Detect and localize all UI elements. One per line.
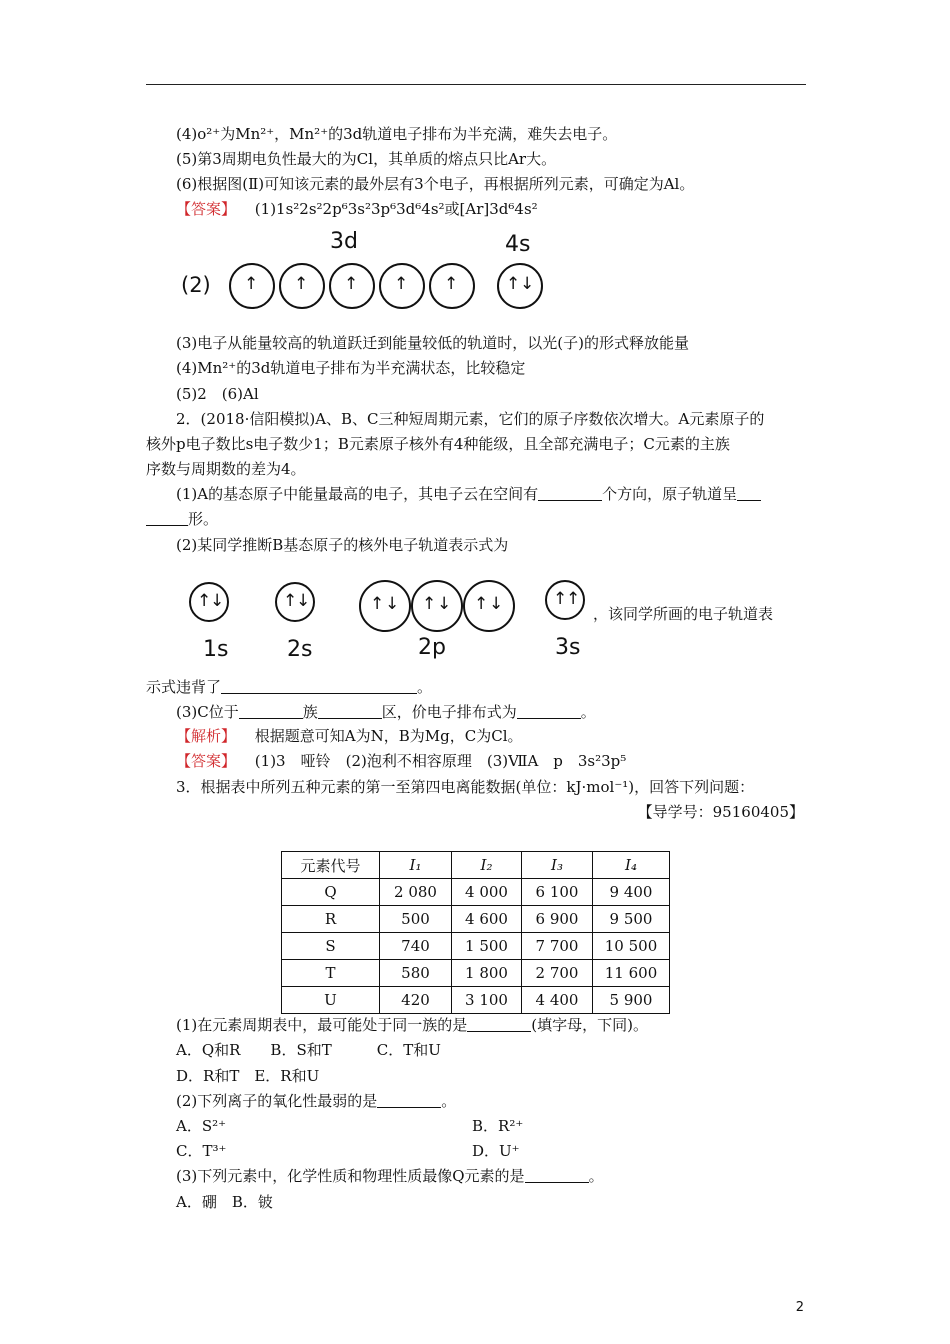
spin-down-icon: ↓ [437, 594, 452, 614]
q3-s2-option-b: B．R²⁺ [472, 1117, 524, 1135]
table-cell: 3 100 [452, 987, 522, 1014]
spin-up-icon: ↑ [294, 274, 309, 294]
table-cell: 9 400 [593, 879, 670, 906]
q2-p1-text-c: 形。 [188, 510, 219, 528]
table-row [282, 960, 670, 987]
orbital-3d-2 [279, 263, 325, 309]
table-cell: 580 [380, 960, 452, 987]
q2-p1-text: (1)A的基态原子中能量最高的电子，其电子云在空间有 [176, 485, 539, 503]
q3-s1-text-b: (填字母，下同)。 [531, 1016, 648, 1034]
q3-s3-options: A．硼 B．铍 [176, 1193, 273, 1211]
orbital-2p-1 [359, 580, 411, 632]
q2-p2-cont-end: 。 [417, 678, 433, 696]
q2-part-2: (2)某同学推断B基态原子的核外电子轨道表示式为 [176, 536, 509, 554]
answer-blank[interactable] [377, 1093, 441, 1108]
answer-1-config: (1)1s²2s²2p⁶3s²3p⁶3d⁶4s²或[Ar]3d⁶4s² [254, 200, 538, 218]
spin-up-icon: ↑ [370, 594, 385, 614]
q2-part-1 [176, 484, 761, 504]
spin-down-icon: ↓ [210, 591, 225, 611]
q3-stem: 3．根据表中所列五种元素的第一至第四电离能数据(单位：kJ·mol⁻¹)，回答下列问题： [176, 778, 755, 796]
spin-down-icon: ↓ [520, 274, 535, 294]
analysis-line-6: (6)根据图(Ⅱ)可知该元素的最外层有3个电子，再根据所列元素，可确定为Al。 [176, 175, 695, 193]
table-header: I₁ [380, 852, 452, 879]
answer-blank[interactable] [146, 511, 188, 526]
spin-up-icon: ↑ [197, 591, 212, 611]
orbital-2s [275, 582, 315, 622]
table-cell: 2 080 [380, 879, 452, 906]
q3-s3-text: (3)下列元素中，化学性质和物理性质最像Q元素的是 [176, 1167, 525, 1185]
label-3d: 3d [330, 229, 358, 254]
answer-tag: 【答案】 [176, 752, 237, 770]
q2-p2-cont-text: 示式违背了 [146, 678, 222, 696]
table-cell: 4 600 [452, 906, 522, 933]
table-cell: 1 500 [452, 933, 522, 960]
table-cell: 10 500 [593, 933, 670, 960]
table-cell: 5 900 [593, 987, 670, 1014]
spin-up-icon: ↑ [474, 594, 489, 614]
table-cell: 6 900 [522, 906, 593, 933]
answer-3-line: (3)电子从能量较高的轨道跃迁到能量较低的轨道时，以光(子)的形式释放能量 [176, 334, 689, 352]
table-header-row [282, 852, 670, 879]
q2-analysis-text: 根据题意可知A为N，B为Mg，C为Cl。 [254, 727, 523, 745]
spin-up-icon: ↑ [344, 274, 359, 294]
label-3s: 3s [555, 635, 581, 660]
answer-1-line [176, 199, 538, 219]
answer-tag: 【答案】 [176, 200, 237, 218]
table-row [282, 987, 670, 1014]
q3-s2-option-d: D．U⁺ [472, 1142, 520, 1160]
answer-blank[interactable] [239, 704, 303, 719]
q3-s3-text-b: 。 [588, 1167, 604, 1185]
table-row [282, 879, 670, 906]
table-header: I₂ [452, 852, 522, 879]
orbital-1s [189, 582, 229, 622]
answer-blank[interactable] [737, 486, 761, 501]
analysis-line-5: (5)第3周期电负性最大的为Cl，其单质的熔点只比Ar大。 [176, 150, 557, 168]
ionization-energy-table [281, 851, 670, 1014]
table-cell: Q [282, 879, 380, 906]
orbital-3d-5 [429, 263, 475, 309]
q3-s2-text-b: 。 [441, 1092, 457, 1110]
table-cell: S [282, 933, 380, 960]
header-rule [146, 84, 806, 85]
q2-part-2-after: ，该同学所画的电子轨道表 [593, 605, 774, 623]
table-cell: 6 100 [522, 879, 593, 906]
q3-sub-1 [176, 1015, 648, 1035]
table-cell: 500 [380, 906, 452, 933]
table-cell: 1 800 [452, 960, 522, 987]
orbital-3s [545, 580, 585, 620]
q3-sub-3 [176, 1166, 604, 1186]
q2-stem-2: 核外p电子数比s电子数少1；B元素原子核外有4种能级，且全部充满电子；C元素的主族 [146, 435, 730, 453]
q3-s2-option-a: A．S²⁺ [176, 1117, 227, 1135]
q2-p3-text-a: (3)C位于 [176, 703, 239, 721]
label-2p: 2p [418, 635, 446, 660]
analysis-line-4: (4)o²⁺为Mn²⁺，Mn²⁺的3d轨道电子排布为半充满，难失去电子。 [176, 125, 618, 143]
spin-up-icon: ↑ [244, 274, 259, 294]
table-row [282, 933, 670, 960]
answer-blank[interactable] [318, 704, 382, 719]
answer-blank[interactable] [517, 704, 581, 719]
guide-number: 【导学号：95160405】 [637, 803, 804, 821]
orbital-2p-3 [463, 580, 515, 632]
table-cell: 9 500 [593, 906, 670, 933]
q2-answer [176, 751, 626, 771]
table-cell: 11 600 [593, 960, 670, 987]
table-row [282, 906, 670, 933]
q3-s1-options-2: D．R和T E．R和U [176, 1067, 320, 1085]
q2-analysis [176, 726, 523, 746]
table-cell: 420 [380, 987, 452, 1014]
spin-up-icon: ↑ [444, 274, 459, 294]
table-cell: 4 000 [452, 879, 522, 906]
spin-down-icon: ↓ [489, 594, 504, 614]
orbital-4s [497, 263, 543, 309]
q2-p3-text-d: 。 [580, 703, 596, 721]
orbital-3d-3 [329, 263, 375, 309]
q3-sub-2 [176, 1091, 456, 1111]
spin-down-icon: ↓ [385, 594, 400, 614]
table-cell: 7 700 [522, 933, 593, 960]
answer-blank[interactable] [525, 1168, 589, 1183]
orbital-3d-4 [379, 263, 425, 309]
answer-2-label: (2) [181, 273, 211, 297]
spin-up-icon: ↑ [506, 274, 521, 294]
label-4s: 4s [505, 232, 531, 257]
answer-4-line: (4)Mn²⁺的3d轨道电子排布为半充满状态，比较稳定 [176, 359, 526, 377]
spin-up-icon: ↑ [566, 589, 581, 609]
table-cell: 4 400 [522, 987, 593, 1014]
orbital-3d-1 [229, 263, 275, 309]
answer-blank[interactable] [467, 1017, 531, 1032]
orbital-2p-2 [411, 580, 463, 632]
table-cell: U [282, 987, 380, 1014]
q2-p3-text-c: 区，价电子排布式为 [381, 703, 517, 721]
q3-s1-text: (1)在元素周期表中，最可能处于同一族的是 [176, 1016, 468, 1034]
answer-blank[interactable] [538, 486, 602, 501]
table-cell: T [282, 960, 380, 987]
label-2s: 2s [287, 637, 313, 662]
spin-up-icon: ↑ [394, 274, 409, 294]
q2-part-2-cont [146, 677, 432, 697]
q2-p1-text-b: 个方向，原子轨道呈 [602, 485, 738, 503]
q3-s2-text: (2)下列离子的氧化性最弱的是 [176, 1092, 378, 1110]
analysis-tag: 【解析】 [176, 727, 237, 745]
page-number: 2 [795, 1300, 804, 1315]
answer-5-line: (5)2 (6)Al [176, 385, 259, 403]
spin-up-icon: ↑ [553, 589, 568, 609]
table-cell: R [282, 906, 380, 933]
q2-part-3 [176, 702, 596, 722]
spin-down-icon: ↓ [296, 591, 311, 611]
q2-part-1-cont [146, 509, 218, 529]
spin-up-icon: ↑ [283, 591, 298, 611]
q2-stem-3: 序数与周期数的差为4。 [146, 460, 306, 478]
q2-p3-text-b: 族 [302, 703, 318, 721]
label-1s: 1s [203, 637, 229, 662]
q2-stem-1: 2．(2018·信阳模拟)A、B、C三种短周期元素，它们的原子序数依次增大。A元素原子的 [176, 410, 765, 428]
q3-s1-options-1: A．Q和R B．S和T C．T和U [176, 1041, 441, 1059]
spin-up-icon: ↑ [422, 594, 437, 614]
q2-answer-text: (1)3 哑铃 (2)泡利不相容原理 (3)ⅦA p 3s²3p⁵ [254, 752, 627, 770]
table-header: I₄ [593, 852, 670, 879]
table-header: 元素代号 [282, 852, 380, 879]
table-header: I₃ [522, 852, 593, 879]
table-cell: 2 700 [522, 960, 593, 987]
answer-blank[interactable] [221, 679, 417, 694]
table-cell: 740 [380, 933, 452, 960]
q3-s2-option-c: C．T³⁺ [176, 1142, 227, 1160]
